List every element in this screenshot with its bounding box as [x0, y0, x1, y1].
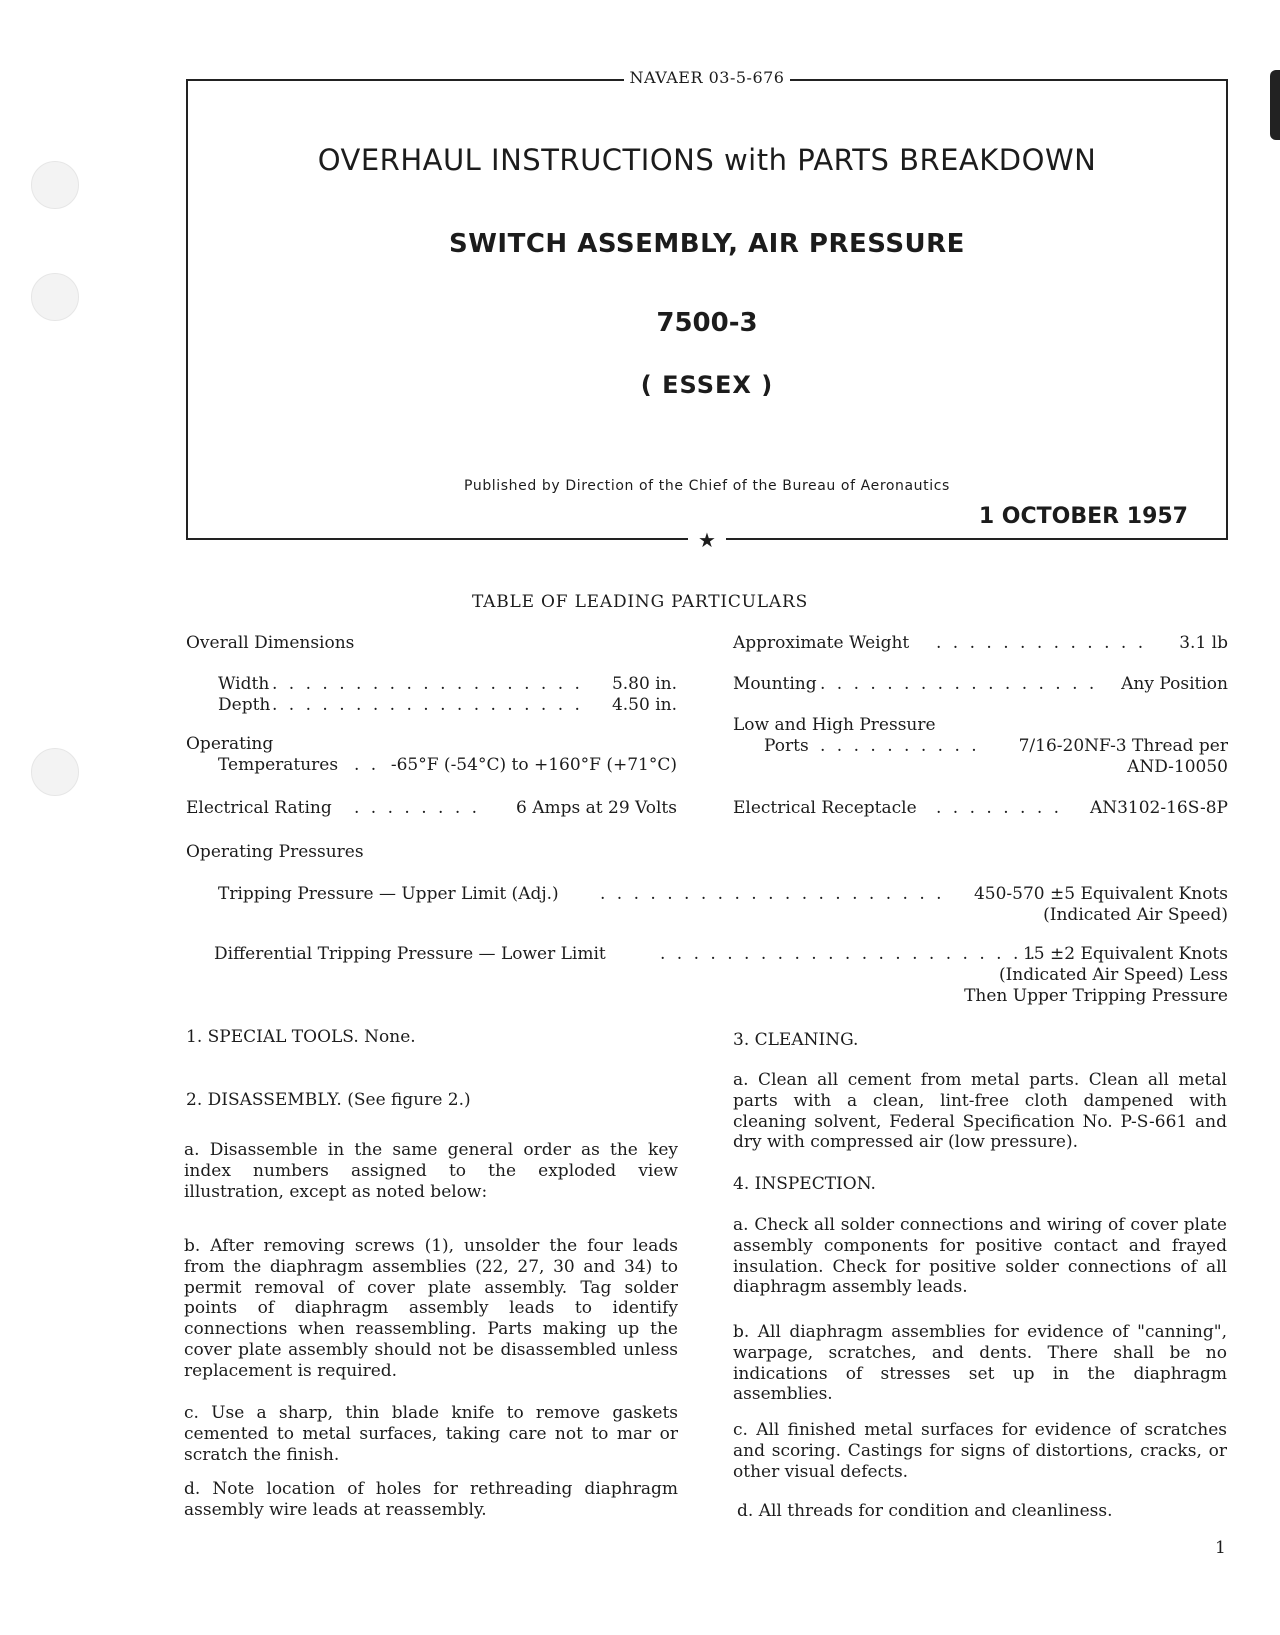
leader-dots: . . . . . . . .: [354, 798, 481, 818]
differential-pressure-value: 15 ±2 Equivalent Knots: [1022, 944, 1228, 964]
page-edge-tab: [1270, 70, 1280, 140]
tripping-pressure-label: Tripping Pressure — Upper Limit (Adj.): [218, 884, 559, 904]
tripping-pressure-value: 450-570 ±5 Equivalent Knots: [973, 884, 1228, 904]
inspection-para-a: a. Check all solder connections and wiring of cover plate assembly components for positive contact and frayed insulation. Check for positive solder connections of all diaphragm assembly leads.: [733, 1215, 1227, 1298]
operating-pressures-label: Operating Pressures: [186, 842, 364, 862]
table-title: TABLE OF LEADING PARTICULARS: [471, 592, 809, 612]
temperatures-value: -65°F (-54°C) to +160°F (+71°C): [390, 755, 677, 775]
leader-dots: . . . . . . . . . . . . . . . . . . .: [272, 695, 583, 715]
receptacle-value: AN3102-16S-8P: [1089, 798, 1228, 818]
electrical-rating-label: Electrical Rating: [186, 798, 332, 818]
ports-value: 7/16-20NF-3 Thread per: [1018, 736, 1228, 756]
leader-dots: . . . . . . . . . . . . .: [936, 633, 1147, 653]
punch-hole-bottom: [31, 748, 79, 796]
disassembly-para-a: a. Disassemble in the same general order as the key index numbers assigned to the exploded view illustration, except as noted below:: [184, 1140, 678, 1202]
manufacturer: ( ESSEX ): [640, 371, 774, 399]
depth-value: 4.50 in.: [611, 695, 677, 715]
depth-label: Depth: [218, 695, 271, 715]
electrical-rating-value: 6 Amps at 29 Volts: [516, 798, 677, 818]
width-label: Width: [218, 674, 270, 694]
disassembly-para-d: d. Note location of holes for rethreading diaphragm assembly wire leads at reassembly.: [184, 1479, 678, 1520]
ports-label-line1: Low and High Pressure: [733, 715, 936, 735]
inspection-para-b: b. All diaphragm assemblies for evidence of "canning", warpage, scratches, and dents. There shall be no indications of stresses set up in the diaphragm assemblies.: [733, 1322, 1227, 1405]
leader-dots: . .: [354, 755, 380, 775]
leader-dots: . . . . . . . .: [936, 798, 1063, 818]
cleaning-para-a: a. Clean all cement from metal parts. Clean all metal parts with a clean, lint-free cloth dampened with cleaning solvent, Federal Specification No. P-S-661 and dry with compressed air (low pressure).: [733, 1070, 1227, 1153]
leader-dots: . . . . . . . . . . . . . . . . .: [820, 674, 1098, 694]
mounting-label: Mounting: [733, 674, 817, 694]
section-cleaning: 3. CLEANING.: [733, 1030, 859, 1050]
published-by: Published by Direction of the Chief of the Bureau of Aeronautics: [464, 478, 950, 494]
differential-pressure-label: Differential Tripping Pressure — Lower Limit: [214, 944, 606, 964]
leader-dots: . . . . . . . . . . . . . . . . . . . . . . .: [660, 944, 1039, 964]
section-special-tools: 1. SPECIAL TOOLS. None.: [186, 1027, 416, 1047]
overall-dimensions-label: Overall Dimensions: [186, 633, 355, 653]
leader-dots: . . . . . . . . . . . . . . . . . . .: [272, 674, 583, 694]
disassembly-para-b: b. After removing screws (1), unsolder the four leads from the diaphragm assemblies (22, 27, 30 and 34) to permit removal of cover plate assembly. Tag solder points of diaphragm assembly leads to identify connections when reassembling. Parts making up the cover plate assembly should not be disassembled unless replacement is required.: [184, 1236, 678, 1381]
punch-hole-middle: [31, 273, 79, 321]
document-subtitle: SWITCH ASSEMBLY, AIR PRESSURE: [449, 229, 965, 259]
punch-hole-top: [31, 161, 79, 209]
ports-value-line2: AND-10050: [1127, 757, 1228, 777]
document-title: OVERHAUL INSTRUCTIONS with PARTS BREAKDOWN: [317, 143, 1097, 177]
ports-label: Ports: [764, 736, 809, 756]
title-box: [186, 68, 1228, 552]
model-number: 7500-3: [656, 308, 758, 338]
width-value: 5.80 in.: [611, 674, 677, 694]
section-disassembly: 2. DISASSEMBLY. (See figure 2.): [186, 1090, 471, 1110]
inspection-para-c: c. All finished metal surfaces for evidence of scratches and scoring. Castings for signs of distortions, cracks, or other visual defects.: [733, 1420, 1227, 1482]
section-inspection: 4. INSPECTION.: [733, 1174, 876, 1194]
page-number: 1: [1215, 1538, 1226, 1558]
approx-weight-label: Approximate Weight: [733, 633, 910, 653]
leader-dots: . . . . . . . . . .: [820, 736, 980, 756]
approx-weight-value: 3.1 lb: [1179, 633, 1228, 653]
differential-pressure-value-line3: Then Upper Tripping Pressure: [964, 986, 1228, 1006]
temperatures-label: Temperatures: [218, 755, 339, 775]
differential-pressure-value-line2: (Indicated Air Speed) Less: [998, 965, 1228, 985]
inspection-para-d: d. All threads for condition and cleanliness.: [737, 1501, 1113, 1521]
navaer-number: NAVAER 03-5-676: [188, 68, 1226, 87]
publication-date: 1 OCTOBER 1957: [978, 504, 1188, 529]
mounting-value: Any Position: [1121, 674, 1228, 694]
leader-dots: . . . . . . . . . . . . . . . . . . . . .: [600, 884, 945, 904]
operating-label: Operating: [186, 734, 274, 754]
receptacle-label: Electrical Receptacle: [733, 798, 917, 818]
star-icon: ★: [188, 528, 1226, 552]
disassembly-para-c: c. Use a sharp, thin blade knife to remove gaskets cemented to metal surfaces, taking care not to mar or scratch the finish.: [184, 1403, 678, 1465]
tripping-pressure-value-line2: (Indicated Air Speed): [1043, 905, 1228, 925]
